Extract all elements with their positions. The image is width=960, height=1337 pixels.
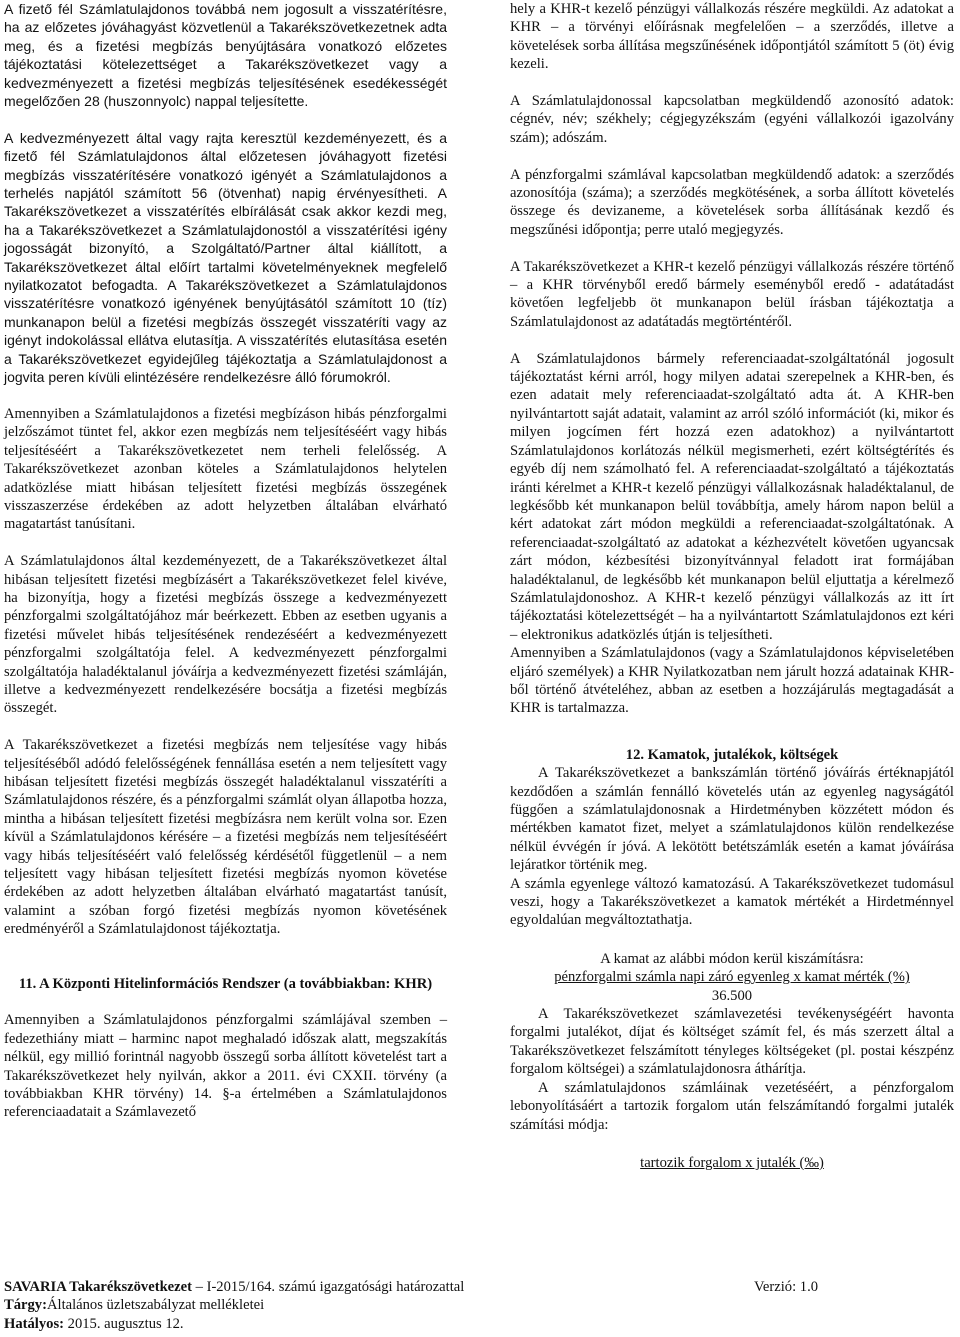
left-column bbox=[4, 0, 447, 1122]
paragraph: hely a KHR-t kezelő pénzügyi vállalkozás részére megküldi. Az adatokat a KHR – a törvényi előírásnak megfelelően – a szerződés, illetve a követelések sorba állítása megszűnésének időpontjától számított 5 (öt) évig kezeli. bbox=[510, 1, 954, 73]
formula-numerator: pénzforgalmi számla napi záró egyenleg x kamat mérték (%) bbox=[554, 969, 910, 986]
paragraph: Amennyiben a Számlatulajdonos pénzforgalmi számlájával szemben – fedezethiány miatt – harminc napot meghaladó időszak alatt, megszakítás nélkül, egy millió forintnál nagyobb összegű sorba állított követelést tart a Takarékszövetkezet hely nyilván, akkor a 2011. évi CXXII. törvény (a továbbiakban KHR törvény) 14. §-a értelmében a Számlatulajdonos referenciaadatait a Számlavezető bbox=[4, 1012, 447, 1121]
footer-line-3 bbox=[4, 1315, 954, 1333]
paragraph: A fizető fél Számlatulajdonos továbbá nem jogosult a visszatérítésre, ha az előzetes jóváhagyást közvetlenül a Takarékszövetkezetnek adta meg, és a fizetési megbízás benyújtására vonatkozó előzetes tájékoztatási kötelezettséget a Takarékszövetkezet vagy a kedvezményezett a fizetési megbízás teljesítésének esedékességét megelőzően 28 (huszonnyolc) nappal teljesítette. bbox=[4, 1, 447, 110]
section-heading-11: 11. A Központi Hitelinformációs Rendszer (a továbbiakban: KHR) bbox=[18, 975, 433, 992]
paragraph: A Számlatulajdonos által kezdeményezett, de a Takarékszövetkezet által hibásan teljesített fizetési megbízásért a Takarékszövetkezet felel kivéve, ha bizonyítja, hogy a fizetési megbízás összege a kedvezményezett pénzforgalmi szolgáltatójához már beérkezett. Ebben az esetben ugyanis a fizetési művelet hibás teljesítésének rendezéséért a kedvezményezett pénzforgalmi szolgáltatója felel. A kedvezményezett pénzforgalmi szolgáltatója haladéktalanul jóváírja a kedvezményezett fizetési számláján, illetve a kedvezményezett rendelkezésére bocsátja a fizetési megbízás összegét. bbox=[4, 553, 447, 717]
page-footer bbox=[4, 1278, 954, 1333]
footer-line-2 bbox=[4, 1296, 954, 1314]
paragraph: A Számlatulajdonossal kapcsolatban megküldendő azonosító adatok: cégnév, név; székhely; cégjegyzékszám (egyéni vállalkozói igazolvány szám); adószám. bbox=[510, 93, 954, 146]
footer-company: SAVARIA Takarékszövetkezet bbox=[4, 1279, 192, 1295]
paragraph: A számlatulajdonos számláinak vezetéséért, a pénzforgalom lebonyolításáért a tartozik forgalom után felszámítandó forgalmi jutalék számítási módja: bbox=[510, 1079, 954, 1133]
paragraph: A pénzforgalmi számlával kapcsolatban megküldendő adatok: a szerződés azonosítója (száma); a szerződés megkötésének, a sorba állított követelés összege és devizaneme, a követelések sorba állításának kezdő és megszűnési időpontja; perre utaló megjegyzés. bbox=[510, 166, 954, 238]
footer-subject: Általános üzletszabályzat mellékletei bbox=[46, 1297, 265, 1314]
paragraph: Amennyiben a Számlatulajdonos (vagy a Számlatulajdonos képviseletében eljáró személyek) a KHR Nyilatkozatban nem járult hozzá adatainak KHR-ből történő átvételéhez, abban az esetben a hozzájárulás megtagadását a KHR is tartalmazza. bbox=[510, 645, 954, 717]
right-column bbox=[510, 0, 954, 1172]
paragraph: A Takarékszövetkezet számlavezetési tevékenységéért havonta forgalmi jutalékot, díjat és költséget számít fel, és más szerzett által a Takarékszövetkezet felszámított tényleges költségeket (pl. postai készpénz forgalom költségei) a számlatulajdonosra áthárítja. bbox=[510, 1006, 954, 1078]
paragraph: Amennyiben a Számlatulajdonos a fizetési megbízáson hibás pénzforgalmi jelzőszámot tüntet fel, akkor ezen megbízás nem teljesítéséért vagy hibás teljesítéséért a Takarékszövetkezetet nem terheli felelősség. A Takarékszövetkezet azonban köteles a Számlatulajdonos helytelen adatközlése miatt hibásan teljesített fizetési megbízás összegének visszaszerzése érdekében az adott helyzetben általában elvárható magatartást tanúsítani. bbox=[4, 405, 447, 533]
paragraph: A Takarékszövetkezet a KHR-t kezelő pénzügyi vállalkozás részére történő – a KHR törvényből eredő bármely eseményből eredő - adatátadást követően legfeljebb öt munkanapon belül írásban tájékoztatja a Számlatulajdonost az adatátadás megtörténtéről. bbox=[510, 258, 954, 330]
footer-line-1 bbox=[4, 1278, 954, 1296]
footer-subject-label: Tárgy: bbox=[4, 1297, 47, 1314]
footer-resolution: – I-2015/164. számú igazgatósági határozattal bbox=[191, 1279, 465, 1295]
paragraph: A számla egyenlege változó kamatozású. A Takarékszövetkezet tudomásul veszi, hogy a Takarékszövetkezet a kamatok mértékét a Hirdetménnyel egyoldalúan megváltoztathatja. bbox=[510, 875, 954, 929]
formula-intro: A kamat az alábbi módon kerül kiszámításra: bbox=[600, 950, 864, 967]
footer-version: Verzió: 1.0 bbox=[754, 1279, 819, 1295]
section-heading-12: 12. Kamatok, jutalékok, költségek bbox=[625, 746, 839, 763]
formula-denominator: 36.500 bbox=[711, 987, 753, 1004]
footer-effective-label: Hatályos: bbox=[4, 1315, 64, 1332]
paragraph: A Számlatulajdonos bármely referenciaadat-szolgáltatónál jogosult tájékoztatást kérni arról, hogy milyen adatai szerepelnek a KHR-ben, és ezen adatait mely referenciaadat-szolgáltató adta át. A KHR-ben nyilvántartott saját adatait, valamint az arról szóló információt (ki, mikor és milyen jogcímen fért hozzá ezen adatokhoz) a nyilvántartott Számlatulajdonos korlátozás nélkül megismerheti, ezért költségtérítés és egyéb díj nem számolható fel. A referenciaadat-szolgáltató a tájékoztatás iránti kérelmet a KHR-t kezelő pénzügyi vállalkozásnak haladéktalanul, de legkésőbb két munkanapon belül továbbítja, amely három napon belül a kért adatokat zárt módon megküldi a referenciaadat-szolgáltatónak. A referenciaadat-szolgáltató az adatokat a kézhezvételt követően ugyancsak zárt módon, kézbesítési bizonyítvánnyal feladott irat formájában haladéktalanul, de legkésőbb két munkanapon belül eljuttatja a kérelmező Számlatulajdonoshoz. A KHR-t kezelő pénzügyi vállalkozás az itt írt tájékoztatási kötelezettségét – ha a nyilvántartott Számlatulajdonos ezt kéri – elektronikus adatközlés útján is teljesítheti. bbox=[510, 350, 954, 643]
paragraph: A Takarékszövetkezet a fizetési megbízás nem teljesítése vagy hibás teljesítéséből adódó felelősségének fennállása esetén a nem teljesített vagy hibásan teljesített fizetési megbízás összegét haladéktalanul visszatéríti a Számlatulajdonos részére, és a pénzforgalmi számlát olyan állapotba hozza, mintha a hibásan teljesített fizetési megbízásra nem került volna sor. Ezen kívül a Számlatulajdonos kérésére – a fizetési megbízás nem teljesítéséért vagy hibás teljesítéséért való felelősség kérdésétől függetlenül – a nem teljesített vagy hibásan teljesített fizetési megbízás nyomon követése érdekében az adott helyzetben általában elvárható magatartást tanúsít, valamint a szóban forgó fizetési megbízás nyomon követésének eredményéről a Számlatulajdonost tájékoztatja. bbox=[4, 737, 447, 938]
paragraph: A Takarékszövetkezet a bankszámlán történő jóváírás értéknapjától kezdődően a számlán fennálló követelés után az egyenleg nagyságától függően a számlatulajdonosnak a Hirdetményben közzétett módon és mértékben kamatot fizet, melyet a számlatulajdonos külön rendelkezése nélkül évvégén ír jóvá. A lekötött betétszámlák esetén a kamat jóváírása lejáratkor történik meg. bbox=[510, 765, 954, 874]
paragraph: A kedvezményezett által vagy rajta keresztül kezdeményezett, és a fizető fél Számlatulajdonos által előzetesen jóváhagyott fizetési megbízás visszatérítésére vonatkozó igényét a Számlatulajdonos a terhelés napjától számított 56 (ötvenhat) napig érvényesítheti. A Takarékszövetkezet a visszatérítés elbírálását csak akkor kezdi meg, ha a Takarékszövetkezet a Számlatulajdonostól a visszatérítési igény jogosságát bizonyító, a Szolgáltató/Partner által kiállított, a Takarékszövetkezet által előírt tartalmi követelményeknek megfelelő nyilatkozatot befogadta. A Takarékszövetkezet a Számlatulajdonos visszatérítésre vonatkozó igényének benyújtásától számított 10 (tíz) munkanapon belül a fizetési megbízás összegét visszatéríti vagy az igényt indokolással ellátva elutasítja. A visszatérítés elutasítása esetén a Takarékszövetkezet egyidejűleg tájékoztatja a Számlatulajdonost a jogvita peren kívüli elintézésére rendelkezésre álló fórumokról. bbox=[4, 129, 447, 386]
formula-commission: tartozik forgalom x jutalék (‰) bbox=[640, 1154, 824, 1171]
footer-effective-date: 2015. augusztus 12. bbox=[64, 1315, 184, 1332]
